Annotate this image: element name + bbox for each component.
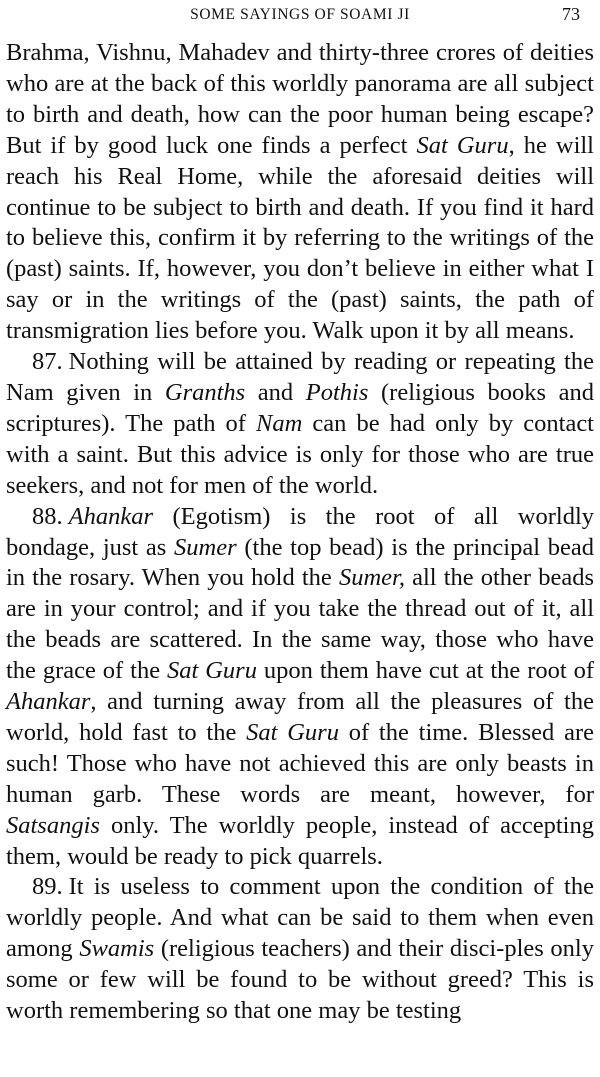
italic-term: Ahankar — [6, 688, 91, 716]
running-head — [6, 0, 594, 38]
italic-term: Ahankar — [68, 502, 153, 530]
saying-number: 87. — [32, 348, 63, 376]
text-run: , he will reach his Real Home, while the aforesaid deities will continue to be subject to birth and death. If you find it hard to believe this, confirm it by referring to the writings of the (past) saints. If, however, you don’t believe in either what I say or in the writings of the (past) saints, the path of transmigration lies before you. Walk upon it by all means. — [6, 131, 594, 345]
text-run: only. The worldly people, instead of accepting them, would be ready to pick quarrels. — [6, 811, 594, 870]
text-run: It is useless to comment upon the condition of the worldly people. And what can be said to them when even among — [6, 873, 594, 963]
paragraph — [6, 872, 594, 1027]
italic-term: Nam — [256, 409, 303, 437]
italic-term: Swamis — [79, 935, 155, 963]
text-run: Brahma, Vishnu, Mahadev and thirty-three crores of deities who are at the back of this worldly panorama are all subject to birth and death, how can the poor human being escape? But if by good luck one finds a perfect — [6, 39, 594, 159]
text-run: upon them have cut at the root of — [256, 657, 594, 685]
italic-term: Sumer — [174, 533, 237, 561]
italic-term: Satsangis — [6, 811, 100, 839]
text-run: can be had only by contact with a saint. But this advice is only for those who are true seekers, and not for men of the world. — [6, 409, 594, 499]
paragraph — [6, 347, 594, 502]
saying-number: 89. — [32, 873, 63, 901]
text-run: (Egotism) is the root of all worldly bondage, just as — [6, 502, 594, 561]
text-run: all the other beads are in your control; and if you take the thread out of it, all the beads are scattered. In the same way, those who have the grace of the — [6, 564, 595, 685]
text-run: of the time. Blessed are such! Those who have not achieved this are only beasts in human garb. These words are meant, however, for — [6, 718, 594, 808]
paragraph — [6, 38, 594, 347]
italic-term: Sumer, — [338, 564, 405, 592]
italic-term: Pothis — [305, 378, 369, 406]
italic-term: Sat Guru — [167, 657, 257, 685]
running-title: SOME SAYINGS OF SOAMI JI — [190, 6, 410, 23]
italic-term: Sat Guru — [416, 131, 509, 159]
italic-term: Sat Guru — [246, 718, 339, 746]
page-number: 73 — [562, 4, 580, 24]
paragraph — [6, 502, 594, 873]
text-run: Nothing will be attained by reading or repeating the Nam given in — [6, 348, 594, 406]
italic-term: Granths — [164, 378, 246, 406]
text-run: (religious teachers) and their disci-ples only some or few will be found to be without greed? This is worth remembering so that one may be testing — [6, 935, 594, 1025]
body-text — [6, 38, 594, 1027]
text-run: (religious books and scriptures). The path of — [6, 378, 594, 437]
text-run: , and turning away from all the pleasures of the world, hold fast to the — [6, 688, 594, 746]
text-run: (the top bead) is the principal bead in the rosary. When you hold the — [6, 533, 594, 592]
text-run: and — [245, 378, 306, 406]
saying-number: 88. — [32, 502, 63, 530]
